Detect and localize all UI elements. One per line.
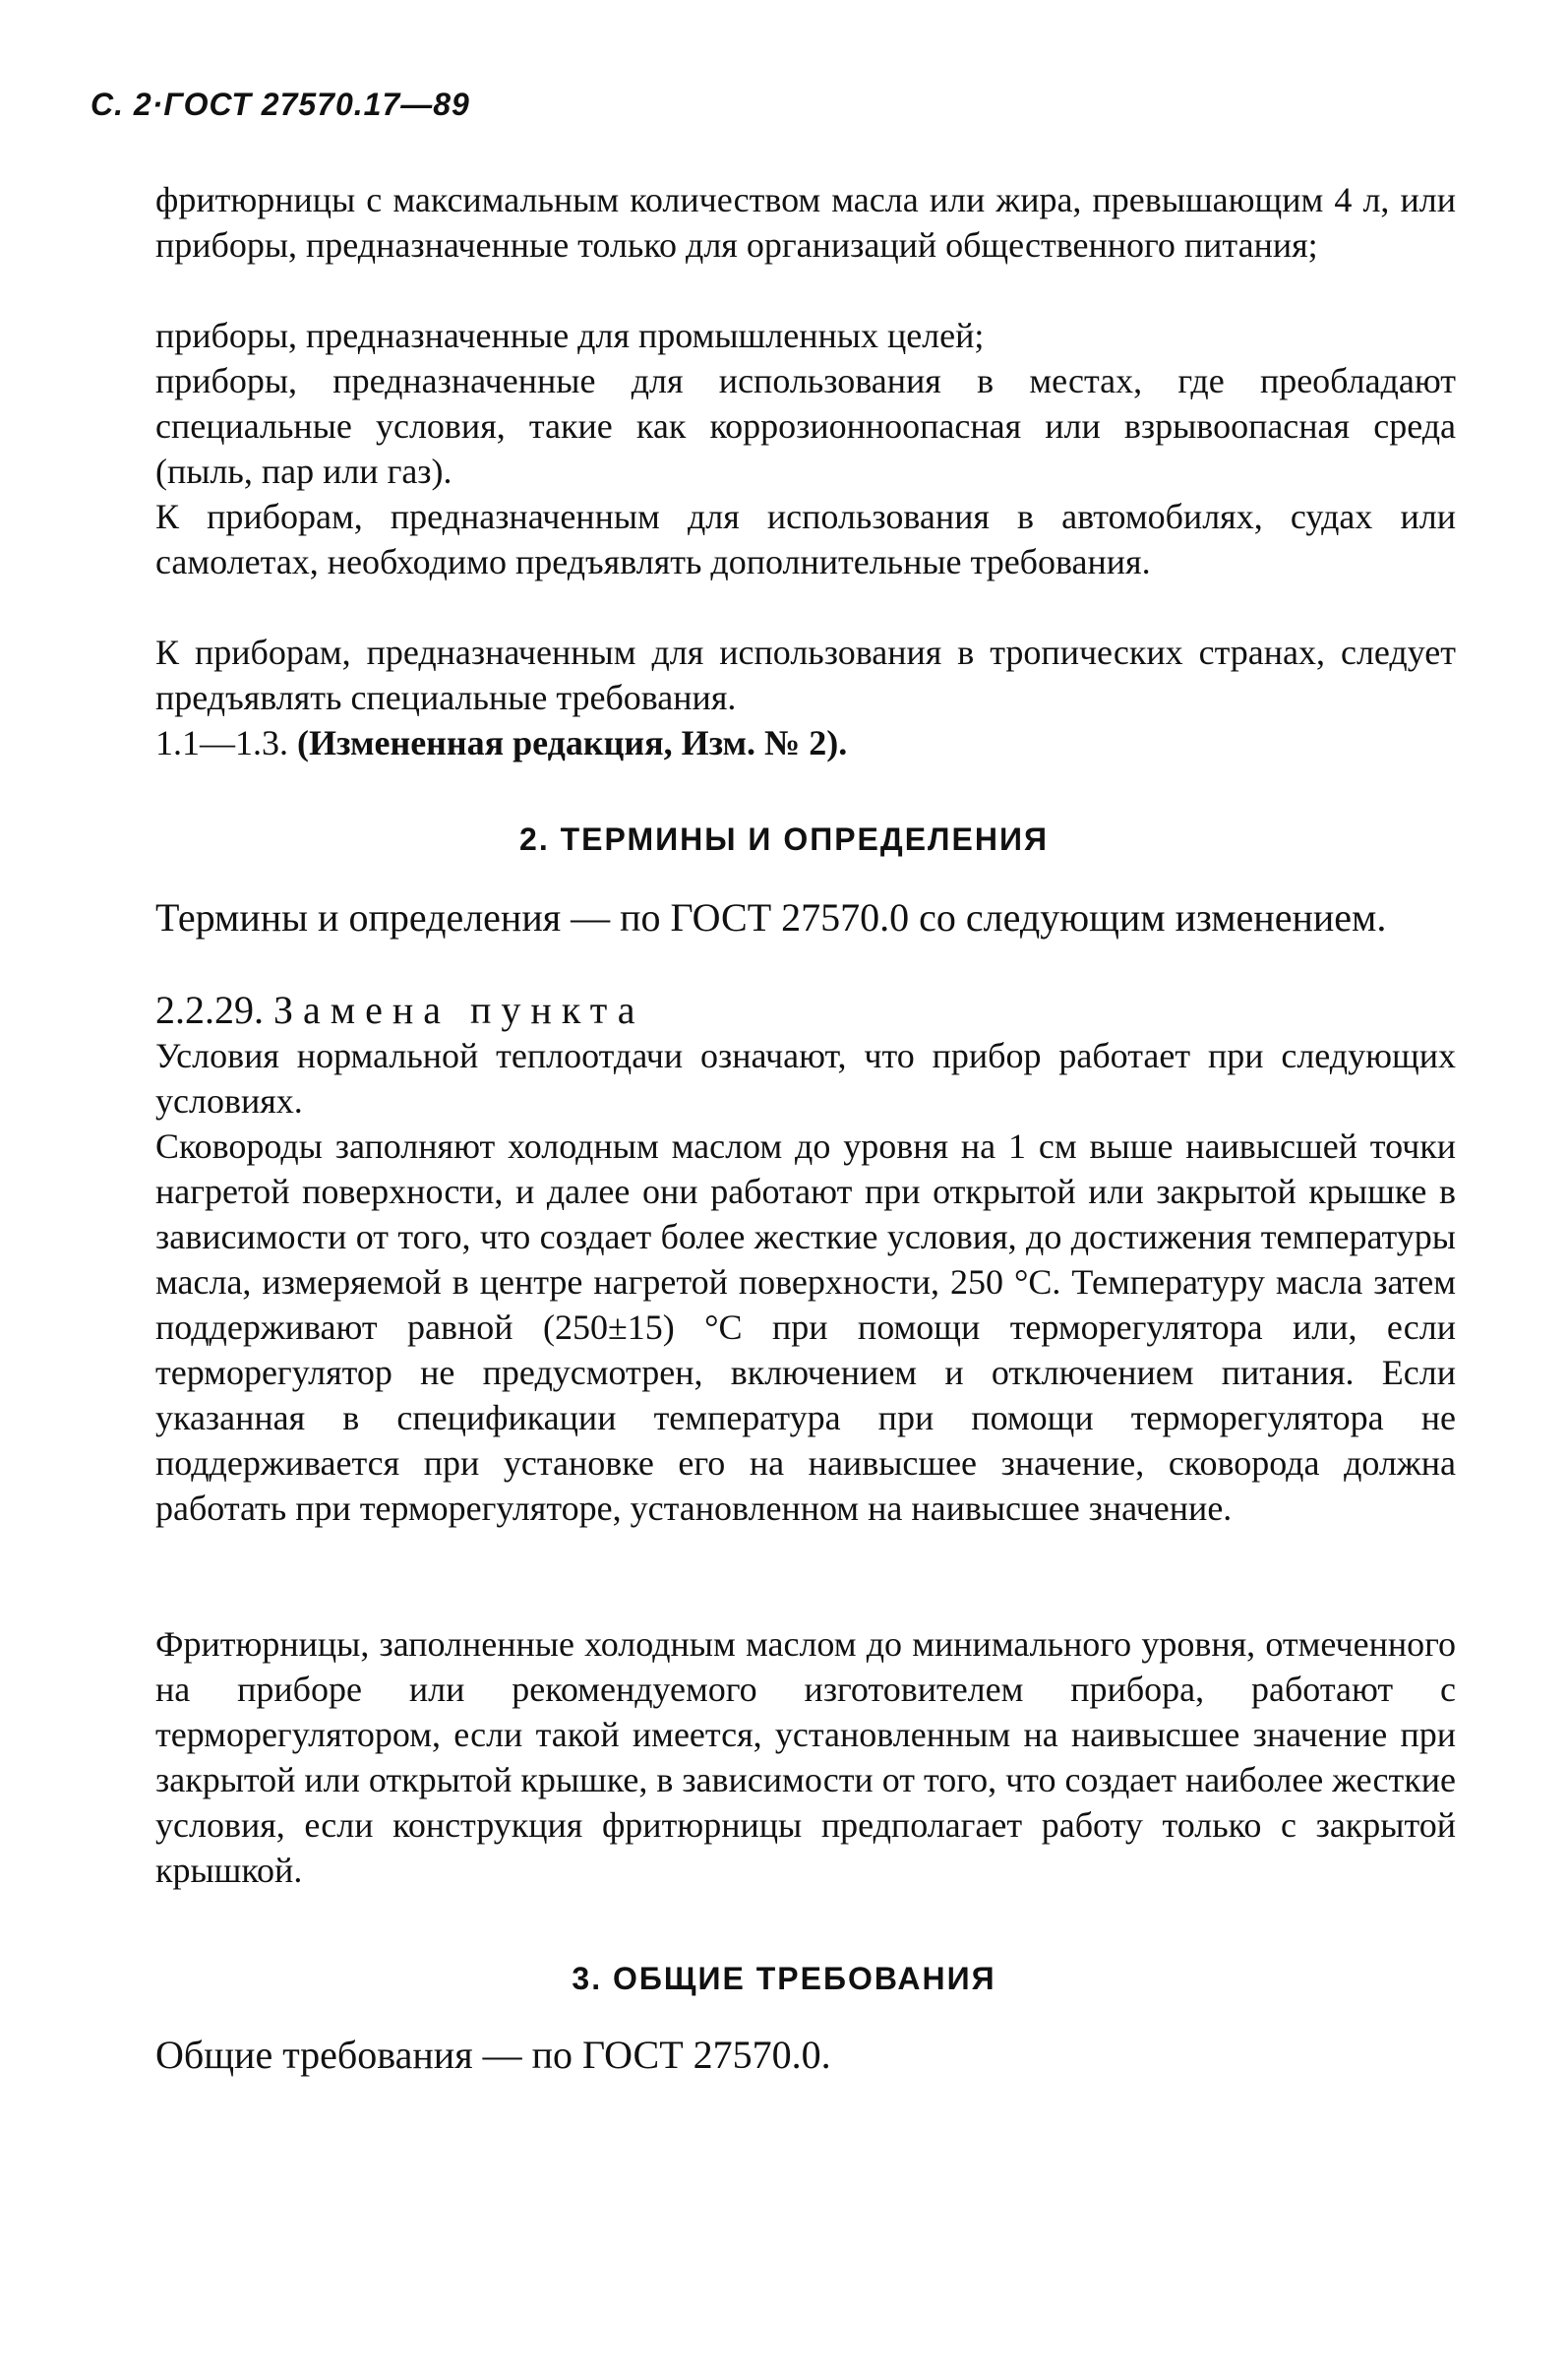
paragraph: Общие требования — по ГОСТ 27570.0.	[155, 2033, 831, 2077]
item-number: 2.2.29.	[155, 988, 264, 1032]
section-1-continuation	[155, 177, 1456, 268]
section-heading: 3. ОБЩИЕ ТРЕБОВАНИЯ	[572, 1961, 996, 1996]
section-1-item	[155, 630, 1456, 720]
paragraph: Термины и определения — по ГОСТ 27570.0 со следующим изменением.	[155, 895, 1387, 940]
paragraph: приборы, предназначенные для промышленных целей;	[155, 316, 985, 355]
paragraph: приборы, предназначенные для использования в местах, где преобладают специальные условия, такие как коррозионноопасная или взрывоопасная среда (пыль, пар или газ).	[155, 361, 1456, 491]
section-1-item	[155, 494, 1456, 584]
paragraph: Сковороды заполняют холодным маслом до уровня на 1 см выше наивысшей точки нагретой поверхности, и далее они работают при открытой или закрытой крышке в зависимости от того, что создает более жесткие условия, до достижения температуры масла, измеряемой в центре нагретой поверхности, 250 °С. Температуру масла затем поддерживают равной (250±15) °С при помощи терморегулятора или, если терморегулятор не предусмотрен, включением и отключением питания. Если указанная в спецификации температура при помощи терморегулятора не поддерживается при установке его на наивысшее значение, сковорода должна работать при терморегуляторе, установленном на наивысшее значение.	[155, 1126, 1456, 1528]
running-header: С. 2·ГОСТ 27570.17—89	[90, 87, 470, 122]
paragraph: Фритюрницы, заполненные холодным маслом до минимального уровня, отмеченного на приборе или рекомендуемого изготовителем прибора, работают с терморегулятором, если такой имеется, установленным на наивысшее значение при закрытой или открытой крышке, в зависимости от того, что создает наиболее жесткие условия, если конструкция фритюрницы предполагает работу только с закрытой крышкой.	[155, 1624, 1456, 1890]
section-heading: 2. ТЕРМИНЫ И ОПРЕДЕЛЕНИЯ	[519, 821, 1049, 857]
amendment-ref: 1.1—1.3.	[155, 723, 288, 762]
section-2-intro	[155, 893, 1456, 943]
amendment-note	[155, 720, 1456, 765]
section-2-body	[155, 1033, 1456, 1124]
paragraph: К приборам, предназначенным для использования в тропических странах, следует предъявлять специальные требования.	[155, 633, 1456, 717]
paragraph: фритюрницы с максимальным количеством масла или жира, превышающим 4 л, или приборы, предназначенные только для организаций общественного питания;	[155, 180, 1456, 265]
section-1-item	[155, 358, 1456, 494]
section-2-body	[155, 1621, 1456, 1893]
section-1-item	[155, 313, 1456, 358]
item-title: Замена пункта	[273, 988, 645, 1032]
amendment-text: (Измененная редакция, Изм. № 2).	[297, 723, 848, 762]
paragraph: К приборам, предназначенным для использования в автомобилях, судах или самолетах, необходимо предъявлять дополнительные требования.	[155, 497, 1456, 581]
section-3-text	[155, 2031, 1456, 2080]
item-2-2-29	[155, 986, 1456, 1035]
paragraph: Условия нормальной теплоотдачи означают, что прибор работает при следующих условиях.	[155, 1036, 1456, 1121]
section-2-body	[155, 1124, 1456, 1531]
